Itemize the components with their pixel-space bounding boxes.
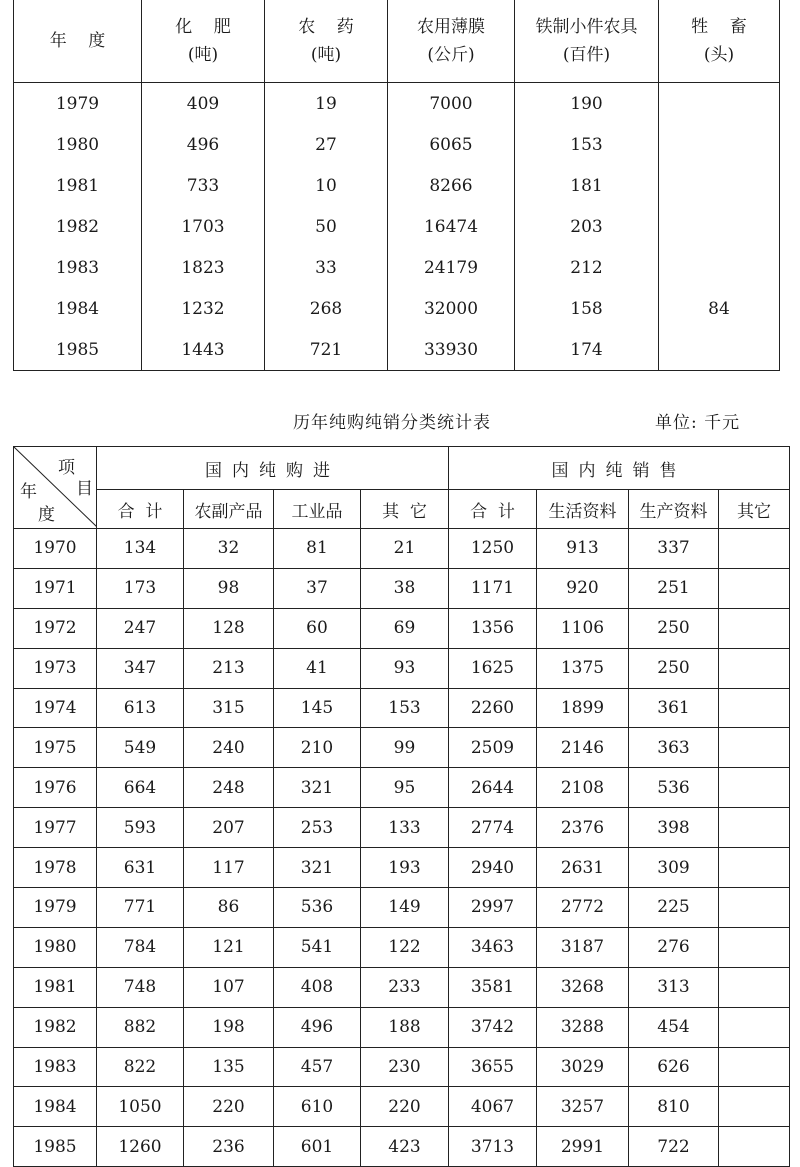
table2-cell: 230 <box>361 1047 449 1087</box>
table2-cell: 250 <box>629 648 719 688</box>
table2-cell: 93 <box>361 648 449 688</box>
table2-cell: 1970 <box>14 529 97 569</box>
table2-cell: 1106 <box>537 608 629 648</box>
table2-cell: 60 <box>274 608 361 648</box>
table1-header-film <box>388 0 515 83</box>
header-line: 农用薄膜 <box>417 17 485 37</box>
table2-cell: 2644 <box>449 768 537 808</box>
table2-cell <box>719 648 790 688</box>
table2-cell: 1983 <box>14 1047 97 1087</box>
table1-cell: 496 <box>142 124 265 165</box>
table1-cell: 32000 <box>388 288 515 329</box>
table2-cell: 457 <box>274 1047 361 1087</box>
table2-cell: 771 <box>97 888 184 928</box>
table2-cell: 313 <box>629 967 719 1007</box>
table2-cell: 69 <box>361 608 449 648</box>
table2-cell: 253 <box>274 808 361 848</box>
table2-cell: 2108 <box>537 768 629 808</box>
table2-cell: 2631 <box>537 848 629 888</box>
table2-cell: 98 <box>184 568 274 608</box>
table1-cell: 27 <box>265 124 388 165</box>
table2-cell: 1978 <box>14 848 97 888</box>
table1-header-year <box>14 0 142 83</box>
table2-cell <box>719 568 790 608</box>
table1-cell: 174 <box>515 329 659 371</box>
table2-cell: 610 <box>274 1087 361 1127</box>
table2-cell: 3581 <box>449 967 537 1007</box>
table1-cell: 721 <box>265 329 388 371</box>
table1-header-fertilizer <box>142 0 265 83</box>
table1-cell: 1984 <box>14 288 142 329</box>
table2-cell: 347 <box>97 648 184 688</box>
corner-year-1: 年 <box>20 482 37 502</box>
table2-cell <box>719 808 790 848</box>
table2-row <box>14 768 790 808</box>
table2-cell: 822 <box>97 1047 184 1087</box>
table2-cell: 135 <box>184 1047 274 1087</box>
table2-cell: 193 <box>361 848 449 888</box>
table2-cell: 2146 <box>537 728 629 768</box>
table2-cell: 1260 <box>97 1127 184 1167</box>
table2-subheader: 生活资料 <box>537 490 629 529</box>
table2-cell: 173 <box>97 568 184 608</box>
table2-row <box>14 648 790 688</box>
table2-cell: 1050 <box>97 1087 184 1127</box>
table2-cell <box>719 967 790 1007</box>
table1-cell: 158 <box>515 288 659 329</box>
table2-cell: 363 <box>629 728 719 768</box>
table2-cell: 236 <box>184 1127 274 1167</box>
table2-cell: 3713 <box>449 1127 537 1167</box>
table2-cell: 398 <box>629 808 719 848</box>
table2-cell: 3268 <box>537 967 629 1007</box>
table2-cell: 613 <box>97 688 184 728</box>
table2-cell: 810 <box>629 1087 719 1127</box>
table2-cell: 2260 <box>449 688 537 728</box>
table2-cell <box>719 1127 790 1167</box>
table1-row <box>14 247 780 288</box>
table2-subheader: 生产资料 <box>629 490 719 529</box>
table2-cell: 593 <box>97 808 184 848</box>
table1-cell: 212 <box>515 247 659 288</box>
header-line: 年 度 <box>49 31 106 51</box>
table2-cell <box>719 1007 790 1047</box>
table2-cell: 99 <box>361 728 449 768</box>
table2-subheader: 合 计 <box>97 490 184 529</box>
table2-cell <box>719 688 790 728</box>
table2-cell: 626 <box>629 1047 719 1087</box>
table1-row <box>14 288 780 329</box>
table1-cell: 50 <box>265 206 388 247</box>
table2-cell: 248 <box>184 768 274 808</box>
table1-cell: 1980 <box>14 124 142 165</box>
table2-cell: 1250 <box>449 529 537 569</box>
table2-cell: 3655 <box>449 1047 537 1087</box>
table2-cell: 1975 <box>14 728 97 768</box>
table2-cell: 423 <box>361 1127 449 1167</box>
corner-year-2: 度 <box>38 505 55 525</box>
table2-cell: 1899 <box>537 688 629 728</box>
table2-cell <box>719 768 790 808</box>
table2-cell: 309 <box>629 848 719 888</box>
table1-header-livestock <box>659 0 780 83</box>
table1-cell: 10 <box>265 165 388 206</box>
table2-cell: 3742 <box>449 1007 537 1047</box>
table2-cell: 41 <box>274 648 361 688</box>
table2-cell: 536 <box>629 768 719 808</box>
table2-cell: 240 <box>184 728 274 768</box>
table2-subheader: 合 计 <box>449 490 537 529</box>
table2-cell: 220 <box>184 1087 274 1127</box>
table2-unit: 单位: 千元 <box>655 413 741 433</box>
table2-cell: 4067 <box>449 1087 537 1127</box>
table2-cell: 3257 <box>537 1087 629 1127</box>
table2-header-row-2 <box>14 490 790 529</box>
table1-cell: 33930 <box>388 329 515 371</box>
table2-cell: 361 <box>629 688 719 728</box>
table2-cell: 225 <box>629 888 719 928</box>
table1-cell: 8266 <box>388 165 515 206</box>
table1-header-pesticide <box>265 0 388 83</box>
table2-cell: 37 <box>274 568 361 608</box>
table2-cell <box>719 728 790 768</box>
table1-cell: 1823 <box>142 247 265 288</box>
table2-cell: 198 <box>184 1007 274 1047</box>
table2-cell: 1375 <box>537 648 629 688</box>
table2-cell: 1985 <box>14 1127 97 1167</box>
table2-cell: 784 <box>97 927 184 967</box>
table2-cell <box>719 1087 790 1127</box>
table2-cell: 536 <box>274 888 361 928</box>
table2-cell: 1984 <box>14 1087 97 1127</box>
header-line: 铁制小件农具 <box>535 17 638 37</box>
table1-cell: 1985 <box>14 329 142 371</box>
table2-cell: 601 <box>274 1127 361 1167</box>
group-purchase-header: 国内纯购进 <box>97 447 449 490</box>
table2-title: 历年纯购纯销分类统计表 <box>293 413 491 433</box>
table1-cell: 7000 <box>388 83 515 125</box>
table1-cell: 1979 <box>14 83 142 125</box>
table1-row <box>14 329 780 371</box>
table2-cell: 2772 <box>537 888 629 928</box>
table1-cell: 1232 <box>142 288 265 329</box>
table2-row <box>14 728 790 768</box>
table2-cell: 315 <box>184 688 274 728</box>
table2-cell: 250 <box>629 608 719 648</box>
table1-row <box>14 206 780 247</box>
table1-cell: 84 <box>659 288 780 329</box>
table2-row <box>14 529 790 569</box>
table2-cell: 3463 <box>449 927 537 967</box>
table2-cell: 1979 <box>14 888 97 928</box>
table1-header-tools <box>515 0 659 83</box>
header-unit: (公斤) <box>427 45 475 65</box>
table2-cell <box>719 529 790 569</box>
table2-cell: 1974 <box>14 688 97 728</box>
table2-cell: 3029 <box>537 1047 629 1087</box>
group-sales-header: 国内纯销售 <box>449 447 790 490</box>
table1-cell <box>659 329 780 371</box>
table1-cell: 409 <box>142 83 265 125</box>
table2-cell: 188 <box>361 1007 449 1047</box>
table1-cell: 24179 <box>388 247 515 288</box>
table2-row <box>14 967 790 1007</box>
table2-row <box>14 1007 790 1047</box>
table1-cell <box>659 165 780 206</box>
table2-subheader: 其 它 <box>361 490 449 529</box>
table2-cell: 1981 <box>14 967 97 1007</box>
header-unit: (百件) <box>562 45 611 65</box>
table1-cell: 181 <box>515 165 659 206</box>
table2-subheader: 其它 <box>719 490 790 529</box>
table2-cell: 153 <box>361 688 449 728</box>
table1-cell <box>659 124 780 165</box>
header-line: 农 药 <box>298 17 354 37</box>
table2-cell: 2991 <box>537 1127 629 1167</box>
table2-cell <box>719 888 790 928</box>
table2-row <box>14 848 790 888</box>
table1-cell: 1443 <box>142 329 265 371</box>
table2-row <box>14 888 790 928</box>
table2-cell: 1356 <box>449 608 537 648</box>
table1-cell: 1703 <box>142 206 265 247</box>
table2-cell: 1982 <box>14 1007 97 1047</box>
table2-cell: 81 <box>274 529 361 569</box>
table2-cell: 122 <box>361 927 449 967</box>
table2-cell: 913 <box>537 529 629 569</box>
table2-cell: 220 <box>361 1087 449 1127</box>
table2-cell: 882 <box>97 1007 184 1047</box>
table1-cell: 1981 <box>14 165 142 206</box>
table2-cell: 1976 <box>14 768 97 808</box>
table2-subheader: 工业品 <box>274 490 361 529</box>
table2-row <box>14 1047 790 1087</box>
table2-cell: 133 <box>361 808 449 848</box>
table2-cell: 3187 <box>537 927 629 967</box>
table1-cell: 203 <box>515 206 659 247</box>
table2-cell: 748 <box>97 967 184 1007</box>
table2-cell: 3288 <box>537 1007 629 1047</box>
purchase-sales-table <box>13 446 790 1167</box>
table2-cell <box>719 608 790 648</box>
header-unit: (吨) <box>310 45 342 65</box>
header-line: 牲 畜 <box>691 17 747 37</box>
table1-cell <box>659 206 780 247</box>
table2-cell: 2997 <box>449 888 537 928</box>
header-unit: (吨) <box>187 45 219 65</box>
table1-row <box>14 124 780 165</box>
table2-row <box>14 808 790 848</box>
table2-cell: 920 <box>537 568 629 608</box>
table2-cell: 631 <box>97 848 184 888</box>
table1-cell <box>659 83 780 125</box>
table2-cell: 549 <box>97 728 184 768</box>
table2-cell: 38 <box>361 568 449 608</box>
table2-cell: 210 <box>274 728 361 768</box>
table2-cell: 149 <box>361 888 449 928</box>
table2-row <box>14 1127 790 1167</box>
table2-cell: 213 <box>184 648 274 688</box>
table2-cell: 1625 <box>449 648 537 688</box>
table2-cell: 2376 <box>537 808 629 848</box>
corner-item-2: 目 <box>76 479 93 499</box>
header-unit: (头) <box>703 45 735 65</box>
table1-cell: 16474 <box>388 206 515 247</box>
table2-cell: 1971 <box>14 568 97 608</box>
agri-supplies-table <box>13 0 780 371</box>
table1-cell: 1983 <box>14 247 142 288</box>
table2-cell: 2774 <box>449 808 537 848</box>
table2-subheader: 农副产品 <box>184 490 274 529</box>
table2-header-row-1 <box>14 447 790 490</box>
table2-cell: 121 <box>184 927 274 967</box>
table2-cell <box>719 1047 790 1087</box>
table2-cell: 207 <box>184 808 274 848</box>
table2-cell: 276 <box>629 927 719 967</box>
table2-cell: 251 <box>629 568 719 608</box>
table2-row <box>14 688 790 728</box>
table2-cell: 247 <box>97 608 184 648</box>
table2-cell: 107 <box>184 967 274 1007</box>
table1-cell: 19 <box>265 83 388 125</box>
table1-cell: 33 <box>265 247 388 288</box>
table2-cell: 117 <box>184 848 274 888</box>
table2-row <box>14 1087 790 1127</box>
table1-cell <box>659 247 780 288</box>
table2-cell: 95 <box>361 768 449 808</box>
table1-cell: 733 <box>142 165 265 206</box>
table2-cell: 1980 <box>14 927 97 967</box>
table2-row <box>14 568 790 608</box>
table2-cell <box>719 927 790 967</box>
table1-header-row <box>14 0 780 83</box>
table1-cell: 6065 <box>388 124 515 165</box>
table2-cell: 496 <box>274 1007 361 1047</box>
table2-cell: 2940 <box>449 848 537 888</box>
table2-cell: 128 <box>184 608 274 648</box>
table2-cell: 233 <box>361 967 449 1007</box>
table2-cell: 145 <box>274 688 361 728</box>
table1-row <box>14 165 780 206</box>
table2-cell: 1171 <box>449 568 537 608</box>
header-line: 化 肥 <box>175 17 231 37</box>
table2-row <box>14 927 790 967</box>
table2-cell: 32 <box>184 529 274 569</box>
table2-cell: 134 <box>97 529 184 569</box>
table2-cell: 454 <box>629 1007 719 1047</box>
table2-cell: 321 <box>274 768 361 808</box>
corner-item-1: 项 <box>58 458 75 478</box>
corner-header <box>14 447 97 529</box>
table2-row <box>14 608 790 648</box>
table2-cell: 2509 <box>449 728 537 768</box>
table1-cell: 190 <box>515 83 659 125</box>
table2-cell: 408 <box>274 967 361 1007</box>
table2-cell: 86 <box>184 888 274 928</box>
table1-cell: 153 <box>515 124 659 165</box>
table2-cell: 664 <box>97 768 184 808</box>
table2-cell: 21 <box>361 529 449 569</box>
table2-cell <box>719 848 790 888</box>
table2-cell: 337 <box>629 529 719 569</box>
table2-cell: 1972 <box>14 608 97 648</box>
table1-cell: 1982 <box>14 206 142 247</box>
table1-row <box>14 83 780 125</box>
table2-cell: 541 <box>274 927 361 967</box>
table2-cell: 1977 <box>14 808 97 848</box>
table2-cell: 722 <box>629 1127 719 1167</box>
table2-cell: 321 <box>274 848 361 888</box>
table1-cell: 268 <box>265 288 388 329</box>
table2-cell: 1973 <box>14 648 97 688</box>
